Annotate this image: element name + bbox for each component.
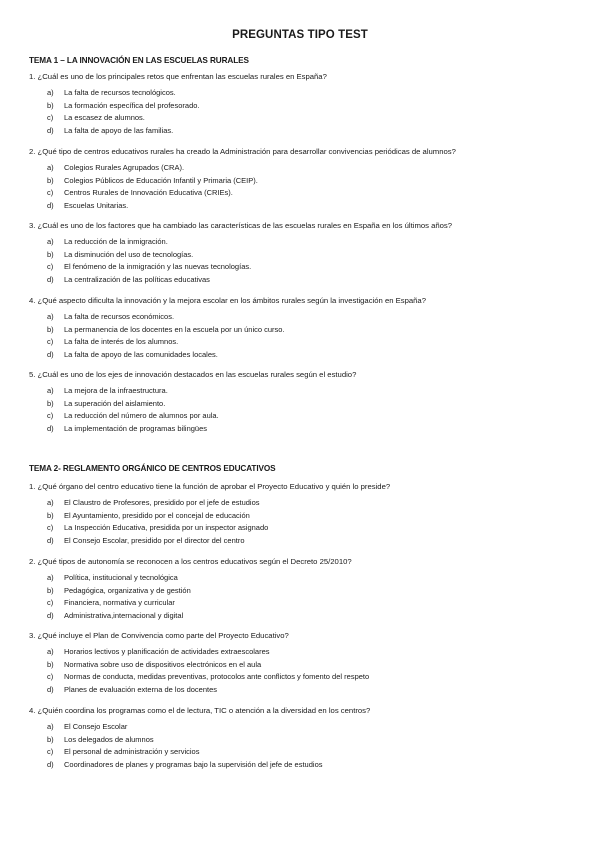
option-letter: c)	[47, 188, 54, 198]
option-letter: c)	[47, 113, 54, 123]
option-text: Escuelas Unitarias.	[64, 200, 129, 210]
option-letter: c)	[47, 337, 54, 347]
option-text: La implementación de programas bilingües	[64, 423, 207, 433]
option-letter: b)	[47, 659, 54, 669]
question-text: 2. ¿Qué tipo de centros educativos rurales ha creado la Administración para desarrollar convivencias periódicas de alumnos?	[29, 147, 456, 156]
option-text: El Consejo Escolar, presidido por el director del centro	[64, 535, 245, 545]
option-letter: d)	[47, 610, 54, 620]
option-text: El Ayuntamiento, presidido por el concejal de educación	[64, 510, 250, 520]
option-letter: d)	[47, 200, 54, 210]
option-letter: a)	[47, 237, 54, 246]
question-text: 4. ¿Quién coordina los programas como el de lectura, TIC o atención a la diversidad en los centros?	[29, 706, 371, 715]
option-text: La escasez de alumnos.	[64, 113, 145, 123]
option-letter: b)	[47, 585, 54, 595]
option-letter: a)	[47, 88, 54, 97]
option-text: Normativa sobre uso de dispositivos electrónicos en el aula	[64, 659, 262, 669]
option-letter: d)	[47, 423, 54, 433]
option-text: Normas de conducta, medidas preventivas, protocolos ante conflictos y fomento del respeto	[64, 672, 370, 682]
option-letter: b)	[47, 510, 54, 520]
option-text: La falta de interés de los alumnos.	[64, 337, 179, 347]
option-letter: c)	[47, 747, 54, 757]
option-text: Pedagógica, organizativa y de gestión	[64, 585, 191, 595]
option-text: La falta de apoyo de las familias.	[64, 125, 174, 135]
option-letter: b)	[47, 734, 54, 744]
option-letter: c)	[47, 672, 54, 682]
option-text: La superación del aislamiento.	[64, 398, 166, 408]
option-letter: d)	[47, 125, 54, 135]
question-text: 1. ¿Qué órgano del centro educativo tiene la función de aprobar el Proyecto Educativo y quién lo preside?	[29, 482, 391, 491]
option-text: La disminución del uso de tecnologías.	[64, 249, 194, 259]
option-letter: b)	[47, 249, 54, 259]
option-text: La formación específica del profesorado.	[64, 100, 200, 110]
option-letter: c)	[47, 598, 54, 608]
section-heading-tema-1: TEMA 1 – LA INNOVACIÓN EN LAS ESCUELAS RURALES	[29, 56, 249, 65]
option-letter: a)	[47, 722, 54, 731]
option-text: Horarios lectivos y planificación de actividades extraescolares	[64, 647, 270, 656]
option-letter: d)	[47, 349, 54, 359]
option-text: Los delegados de alumnos	[64, 734, 154, 744]
option-letter: b)	[47, 324, 54, 334]
option-letter: c)	[47, 262, 54, 272]
option-text: La permanencia de los docentes en la escuela por un único curso.	[64, 324, 285, 334]
option-letter: d)	[47, 759, 54, 769]
page-title: PREGUNTAS TIPO TEST	[232, 29, 368, 41]
option-text: Financiera, normativa y curricular	[64, 598, 175, 608]
option-text: Centros Rurales de Innovación Educativa (CRIEs).	[64, 188, 233, 198]
option-letter: a)	[47, 312, 54, 321]
option-letter: d)	[47, 535, 54, 545]
option-text: La falta de recursos económicos.	[64, 312, 175, 321]
option-text: Administrativa,internacional y digital	[64, 610, 184, 620]
option-text: Colegios Rurales Agrupados (CRA).	[64, 163, 185, 172]
option-text: El personal de administración y servicios	[64, 747, 200, 757]
option-letter: b)	[47, 100, 54, 110]
option-text: El fenómeno de la inmigración y las nuevas tecnologías.	[64, 262, 252, 272]
option-text: Política, institucional y tecnológica	[64, 573, 178, 582]
option-letter: d)	[47, 274, 54, 284]
option-letter: b)	[47, 398, 54, 408]
question-text: 3. ¿Qué incluye el Plan de Convivencia como parte del Proyecto Educativo?	[29, 631, 289, 640]
option-letter: d)	[47, 684, 54, 694]
option-letter: b)	[47, 175, 54, 185]
option-text: La Inspección Educativa, presidida por un inspector asignado	[64, 523, 269, 533]
option-letter: c)	[47, 411, 54, 421]
option-letter: a)	[47, 498, 54, 507]
question-text: 5. ¿Cuál es uno de los ejes de innovación destacados en las escuelas rurales según el estudio?	[29, 370, 357, 379]
question-text: 4. ¿Qué aspecto dificulta la innovación y la mejora escolar en los ámbitos rurales según la investigación en España?	[29, 296, 426, 305]
option-text: El Claustro de Profesores, presidido por el jefe de estudios	[64, 498, 260, 507]
option-text: El Consejo Escolar	[64, 722, 128, 731]
question-text: 1. ¿Cuál es uno de los principales retos que enfrentan las escuelas rurales en España?	[29, 72, 327, 81]
option-text: La falta de recursos tecnológicos.	[64, 88, 176, 97]
option-text: Planes de evaluación externa de los docentes	[64, 684, 218, 694]
option-letter: a)	[47, 573, 54, 582]
option-letter: a)	[47, 647, 54, 656]
option-text: La falta de apoyo de las comunidades locales.	[64, 349, 218, 359]
option-text: La reducción de la inmigración.	[64, 237, 168, 246]
option-text: La reducción del número de alumnos por aula.	[64, 411, 219, 421]
section-heading-tema-2: TEMA 2- REGLAMENTO ORGÁNICO DE CENTROS EDUCATIVOS	[29, 464, 276, 473]
option-letter: a)	[47, 163, 54, 172]
option-letter: c)	[47, 523, 54, 533]
question-text: 2. ¿Qué tipos de autonomía se reconocen a los centros educativos según el Decreto 25/2010?	[29, 557, 352, 566]
option-letter: a)	[47, 386, 54, 395]
option-text: La centralización de las políticas educativas	[64, 274, 210, 284]
option-text: Colegios Públicos de Educación Infantil y Primaria (CEIP).	[64, 175, 258, 185]
option-text: Coordinadores de planes y programas bajo la supervisión del jefe de estudios	[64, 759, 323, 769]
question-text: 3. ¿Cuál es uno de los factores que ha cambiado las características de las escuelas rurales en España en los últimos años?	[29, 221, 453, 230]
option-text: La mejora de la infraestructura.	[64, 386, 168, 395]
